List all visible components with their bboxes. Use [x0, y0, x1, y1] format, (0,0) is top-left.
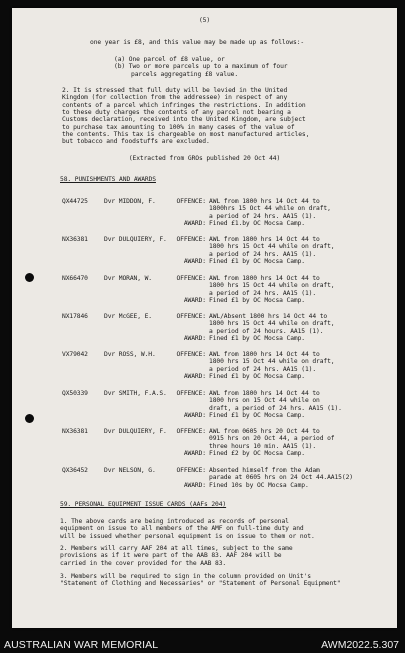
option-line: (a) One parcel of £8 value, or [114, 56, 225, 63]
entry-text: Fined £1.by OC Mocsa Camp. [209, 219, 305, 227]
entry-text: three hours 10 min. AA15 (1). [209, 442, 317, 450]
entry-text: AWL from 1800 hrs 14 Oct 44 to [209, 351, 320, 358]
soldier-name: Dvr DULQUIERY, F. [104, 236, 167, 243]
entry-label: AWARD: [183, 481, 206, 489]
entry-text: AWL from 1800 hrs 14 Oct 44 to [209, 198, 320, 205]
paragraph-line: 2. Members will carry AAF 204 at all times, subject to the same [60, 545, 293, 552]
entry-text: 1800hrs 15 Oct 44 while on draft, [209, 205, 331, 213]
entry-text: 1800 hrs 15 Oct 44 while on draft, [209, 320, 335, 328]
paragraph-line: to these duty charges the contents of any parcel not bearing a [62, 108, 291, 116]
entry-text: 1800 hrs on 15 Oct 44 while on [209, 397, 320, 405]
entry-text: a period of 24 hrs. AA15 (1). [209, 212, 317, 220]
paragraph-line: 2. It is stressed that full duty will be levied in the United [62, 87, 288, 94]
entry-label: OFFENCE: [176, 275, 206, 282]
entry-text: parade at 0605 hrs on 24 Oct 44.AA15(2) [209, 474, 353, 482]
paragraph-line: provisions as if it were part of the AAB 83. AAF 204 will be [60, 552, 282, 560]
paragraph-line: carried in the cover provided for the AAB 83. [60, 559, 227, 567]
entry-text: Fined £1 by OC Mocsa Camp. [209, 334, 305, 342]
extract-note: (Extracted from GROs published 20 Oct 44) [128, 155, 281, 162]
entry-text: AWL from 0605 hrs 20 Oct 44 to [209, 428, 320, 435]
service-number: QX44725 [62, 198, 88, 205]
service-number: QX50339 [62, 390, 88, 397]
entry-text: Fined £2 by OC Mocsa Camp. [209, 449, 305, 457]
entry-label: OFFENCE: [176, 467, 206, 474]
entry-text: a period of 24 hrs. AA15 (1). [209, 250, 317, 258]
entry-label: OFFENCE: [176, 198, 206, 205]
entry-text: AWL/Absent 1800 hrs 14 Oct 44 to [209, 313, 328, 320]
service-number: NX17846 [62, 313, 88, 320]
entry-text: Fined £1 by OC Mocsa Camp. [209, 296, 305, 304]
entry-label: AWARD: [183, 219, 206, 227]
entry-text: a period of 24 hrs. AA15 (1). [209, 289, 317, 297]
soldier-name: Dvr ROSS, W.H. [104, 351, 156, 358]
service-number: QX36452 [62, 467, 88, 474]
paragraph-line: equipment on issue to all members of the AMF on full-time duty and [60, 525, 304, 533]
option-line: (b) Two or more parcels up to a maximum of four [114, 63, 288, 71]
paragraph-line: "Statement of Clothing and Necessaries" or "Statement of Personal Equipment" [60, 580, 341, 588]
paragraph-line: 3. Members will be required to sign in the column provided on Unit's [60, 573, 311, 580]
entry-label: OFFENCE: [176, 351, 206, 358]
entry-text: AWL from 1800 hrs 14 Oct 44 to [209, 275, 320, 282]
paragraph-line: will be issued whether personal equipment is on issue to them or not. [60, 532, 315, 540]
entry-text: 0915 hrs on 20 Oct 44, a period of [209, 435, 335, 443]
document-page [12, 8, 397, 628]
entry-text: a period of 24 hrs. AA15 (1). [209, 365, 317, 373]
paragraph-line: but tobacco and foodstuffs are excluded. [62, 138, 210, 146]
entry-text: draft, a period of 24 hrs. AA15 (1). [209, 404, 342, 412]
accession-number: AWM2022.5.307 [321, 639, 399, 651]
entry-text: Fined £1 by OC Mocsa Camp. [209, 372, 305, 380]
entry-label: AWARD: [183, 411, 206, 419]
soldier-name: Dvr NELSON, G. [104, 467, 156, 474]
service-number: NX66470 [62, 275, 88, 282]
paragraph-line: to purchase tax amounting to 100% in many cases of the value of [62, 123, 295, 131]
paragraph-line: contents of a parcel which infringes the restrictions. In addition [62, 101, 306, 109]
entry-label: AWARD: [183, 372, 206, 380]
entry-text: Fined £1 by OC Mocsa Camp. [209, 257, 305, 265]
entry-text: AWL from 1800 hrs 14 Oct 44 to [209, 390, 320, 397]
paragraph-line: Kingdom (for collection from the addressee) in respect of any [62, 94, 288, 102]
soldier-name: Dvr MIDDON, F. [104, 198, 156, 205]
service-number: NX36381 [62, 428, 88, 435]
page-number: (5) [198, 17, 211, 24]
entry-text: 1800 hrs 15 Oct 44 while on draft, [209, 358, 335, 366]
entry-text: AWL from 1800 hrs 14 Oct 44 to [209, 236, 320, 243]
entry-text: a period of 24 hours. AA15 (1). [209, 327, 324, 335]
soldier-name: Dvr McGEE, E. [104, 313, 152, 320]
entry-text: Absented himself from the Adam [209, 467, 320, 474]
entry-text: Fined 10s by OC Mocsa Camp. [209, 481, 309, 489]
entry-text: Fined £1 by OC Mocsa Camp. [209, 411, 305, 419]
entry-label: OFFENCE: [176, 236, 206, 243]
soldier-name: Dvr SMITH, F.A.S. [104, 390, 167, 397]
section-heading: 58. PUNISHMENTS AND AWARDS [60, 176, 156, 183]
footer-bar [0, 636, 405, 653]
entry-label: OFFENCE: [176, 390, 206, 397]
service-number: NX36381 [62, 236, 88, 243]
service-number: VX79042 [62, 351, 88, 358]
paragraph-line: the contents. This tax is chargeable on most manufactured articles, [62, 130, 310, 138]
intro-line: one year is £8, and this value may be made up as follows:- [90, 39, 305, 46]
entry-label: AWARD: [183, 334, 206, 342]
paragraph-line: Customs declaration, received into the United Kingdom, are subject [62, 116, 306, 124]
entry-label: OFFENCE: [176, 428, 206, 435]
soldier-name: Dvr DULQUIERY, F. [104, 428, 167, 435]
soldier-name: Dvr MORAN, W. [104, 275, 152, 282]
paragraph-line: 1. The above cards are being introduced as records of personal [60, 518, 289, 525]
entry-label: AWARD: [183, 296, 206, 304]
entry-text: 1800 hrs 15 Oct 44 while on draft, [209, 282, 335, 290]
entry-label: AWARD: [183, 257, 206, 265]
option-line: parcels aggregating £8 value. [131, 70, 239, 78]
entry-label: AWARD: [183, 449, 206, 457]
entry-text: 1800 hrs 15 Oct 44 while on draft, [209, 243, 335, 251]
entry-label: OFFENCE: [176, 313, 206, 320]
section-heading: 59. PERSONAL EQUIPMENT ISSUE CARDS (AAFs 204) [60, 501, 227, 508]
institution-label: AUSTRALIAN WAR MEMORIAL [4, 639, 159, 651]
